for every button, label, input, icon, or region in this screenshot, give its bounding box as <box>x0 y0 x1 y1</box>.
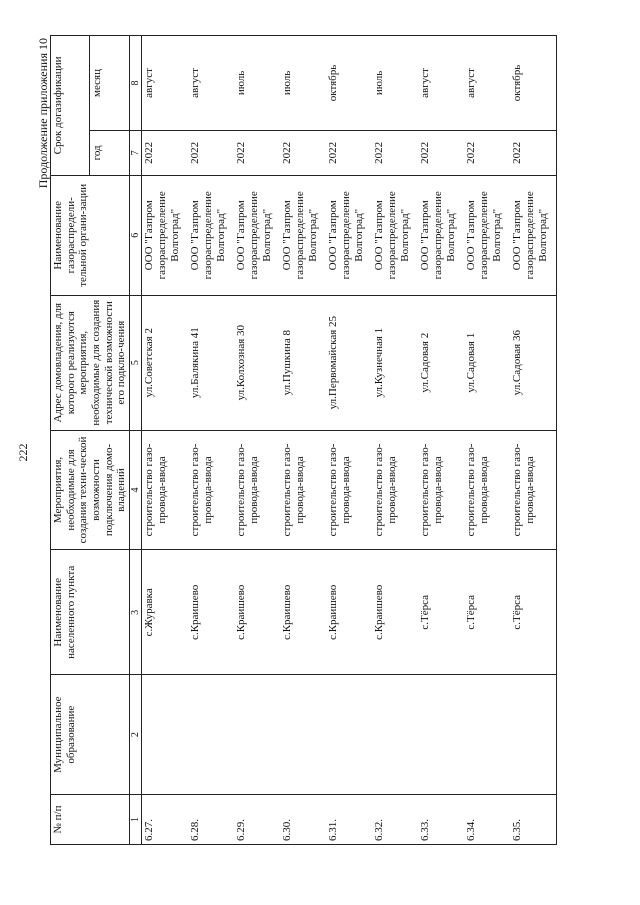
row-year: 2022 <box>510 130 557 175</box>
header-deadline: Срок догазификации <box>51 36 90 176</box>
table-row <box>464 36 510 845</box>
row-month: июль <box>234 36 280 131</box>
row-settlement: с.Краишево <box>280 550 326 675</box>
col-number: 7 <box>129 130 142 175</box>
row-month: июль <box>372 36 418 131</box>
row-organization: ООО "Газпром газораспределение Волгоград" <box>142 175 189 295</box>
row-address: ул.Первомайская 25 <box>326 295 372 430</box>
row-month: июль <box>280 36 326 131</box>
col-number: 3 <box>129 550 142 675</box>
row-measure: строительство газо-провода-ввода <box>418 430 464 550</box>
header-settlement: Наименование населенного пункта <box>51 550 130 675</box>
row-organization: ООО "Газпром газораспределение Волгоград" <box>326 175 372 295</box>
row-year: 2022 <box>326 130 372 175</box>
row-month: август <box>142 36 189 131</box>
row-year: 2022 <box>188 130 234 175</box>
row-address: ул.Садовая 2 <box>418 295 464 430</box>
row-number: 6.33. <box>418 795 464 845</box>
row-address: ул.Садовая 36 <box>510 295 557 430</box>
row-month: август <box>464 36 510 131</box>
table-row <box>280 36 326 845</box>
row-year: 2022 <box>142 130 189 175</box>
col-number: 5 <box>129 295 142 430</box>
row-address: ул.Садовая 1 <box>464 295 510 430</box>
row-settlement: с.Тёрса <box>510 550 557 675</box>
row-municipality <box>464 675 510 795</box>
row-measure: строительство газо-провода-ввода <box>510 430 557 550</box>
row-municipality <box>234 675 280 795</box>
header-municipality: Муниципальное образование <box>51 675 130 795</box>
row-number: 6.28. <box>188 795 234 845</box>
row-month: август <box>188 36 234 131</box>
row-measure: строительство газо-провода-ввода <box>464 430 510 550</box>
row-measure: строительство газо-провода-ввода <box>280 430 326 550</box>
row-municipality <box>510 675 557 795</box>
row-month: август <box>418 36 464 131</box>
col-number: 6 <box>129 175 142 295</box>
row-number: 6.31. <box>326 795 372 845</box>
table-row <box>142 36 189 845</box>
col-number: 8 <box>129 36 142 131</box>
row-settlement: с.Тёрса <box>464 550 510 675</box>
row-number: 6.35. <box>510 795 557 845</box>
row-measure: строительство газо-провода-ввода <box>326 430 372 550</box>
row-number: 6.32. <box>372 795 418 845</box>
row-number: 6.29. <box>234 795 280 845</box>
col-number: 1 <box>129 795 142 845</box>
continuation-label: Продолжение приложения 10 <box>36 38 50 189</box>
row-month: октябрь <box>510 36 557 131</box>
row-settlement: с.Краишево <box>188 550 234 675</box>
table-row <box>234 36 280 845</box>
row-month: октябрь <box>326 36 372 131</box>
row-organization: ООО "Газпром газораспределение Волгоград" <box>510 175 557 295</box>
col-number: 2 <box>129 675 142 795</box>
col-number: 4 <box>129 430 142 550</box>
page-number: 222 <box>16 443 30 462</box>
row-municipality <box>326 675 372 795</box>
table-row <box>326 36 372 845</box>
row-measure: строительство газо-провода-ввода <box>372 430 418 550</box>
row-settlement: с.Краишево <box>326 550 372 675</box>
row-year: 2022 <box>464 130 510 175</box>
row-organization: ООО "Газпром газораспределение Волгоград" <box>464 175 510 295</box>
row-organization: ООО "Газпром газораспределение Волгоград" <box>188 175 234 295</box>
row-address: ул.Кузнечная 1 <box>372 295 418 430</box>
row-municipality <box>418 675 464 795</box>
row-measure: строительство газо-провода-ввода <box>188 430 234 550</box>
row-organization: ООО "Газпром газораспределение Волгоград" <box>234 175 280 295</box>
row-organization: ООО "Газпром газораспределение Волгоград" <box>280 175 326 295</box>
row-year: 2022 <box>372 130 418 175</box>
table-row <box>188 36 234 845</box>
row-year: 2022 <box>234 130 280 175</box>
row-municipality <box>188 675 234 795</box>
row-address: ул.Балякина 41 <box>188 295 234 430</box>
header-month: месяц <box>90 36 129 131</box>
header-measures: Мероприятия, необходимые для создания техни-ческой возможности подключения домо-владений <box>51 430 130 550</box>
table-row <box>372 36 418 845</box>
row-municipality <box>280 675 326 795</box>
header-organization: Наименование газораспредели-тельной органи-зации <box>51 175 130 295</box>
gasification-table <box>50 35 557 845</box>
row-settlement: с.Тёрса <box>418 550 464 675</box>
row-measure: строительство газо-провода-ввода <box>234 430 280 550</box>
row-number: 6.34. <box>464 795 510 845</box>
table-row <box>418 36 464 845</box>
row-settlement: с.Журавка <box>142 550 189 675</box>
row-organization: ООО "Газпром газораспределение Волгоград" <box>418 175 464 295</box>
row-number: 6.27. <box>142 795 189 845</box>
row-settlement: с.Краишево <box>234 550 280 675</box>
row-year: 2022 <box>280 130 326 175</box>
header-number: № п/п <box>51 795 130 845</box>
row-address: ул.Советская 2 <box>142 295 189 430</box>
header-year: год <box>90 130 129 175</box>
header-address: Адрес домовладения, для которого реализуются мероприятия, необходимые для создания технической возможности его подклю-чения <box>51 295 130 430</box>
row-address: ул.Колхозная 30 <box>234 295 280 430</box>
row-municipality <box>142 675 189 795</box>
row-municipality <box>372 675 418 795</box>
row-address: ул.Пушкина 8 <box>280 295 326 430</box>
row-number: 6.30. <box>280 795 326 845</box>
row-year: 2022 <box>418 130 464 175</box>
row-measure: строительство газо-провода-ввода <box>142 430 189 550</box>
row-settlement: с.Краишево <box>372 550 418 675</box>
row-organization: ООО "Газпром газораспределение Волгоград" <box>372 175 418 295</box>
table-row <box>510 36 557 845</box>
